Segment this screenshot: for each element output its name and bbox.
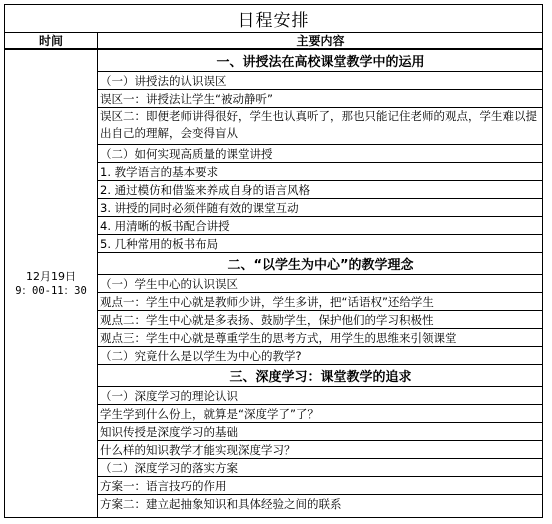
- page-title: 日程安排: [5, 5, 542, 33]
- schedule-table: [4, 4, 543, 518]
- list-item: （一）讲授法的认识误区: [98, 72, 543, 90]
- list-item: 误区一：讲授法让学生“被动静听”: [98, 90, 543, 108]
- list-item: 知识传授是深度学习的基础: [98, 423, 543, 441]
- section-heading: 三、深度学习：课堂教学的追求: [98, 365, 543, 387]
- section-heading: 二、“以学生为中心”的教学理念: [98, 253, 543, 275]
- section-heading: 一、讲授法在高校课堂教学中的运用: [98, 50, 543, 72]
- list-item: 观点三：学生中心就是尊重学生的思考方式，用学生的思维来引领课堂: [98, 329, 543, 347]
- list-item: 观点一：学生中心就是教师少讲，学生多讲，把“话语权”还给学生: [98, 293, 543, 311]
- list-item: 什么样的知识教学才能实现深度学习？: [98, 441, 543, 459]
- list-item: 1. 教学语言的基本要求: [98, 163, 543, 181]
- list-item: （二）如何实现高质量的课堂讲授: [98, 145, 543, 163]
- list-item: 4. 用清晰的板书配合讲授: [98, 217, 543, 235]
- list-item: 误区二：即便老师讲得很好，学生也认真听了，那也只能记住老师的观点，学生难以提出自己的理解，会变得盲从: [98, 108, 543, 145]
- time-column-header: 时间: [5, 33, 98, 50]
- list-item: （二）究竟什么是以学生为中心的教学?: [98, 347, 543, 365]
- content-column-header: 主要内容: [98, 33, 543, 50]
- list-item: 2. 通过模仿和借鉴来养成自身的语言风格: [98, 181, 543, 199]
- content-column: [98, 50, 543, 513]
- list-item: 方案二：建立起抽象知识和具体经验之间的联系: [100, 497, 342, 511]
- time-cell: [5, 50, 98, 517]
- list-item: 方案一：语言技巧的作用: [98, 477, 543, 495]
- list-item: 学生学到什么份上，就算是“深度学了”了？: [98, 405, 543, 423]
- session-date: 12月19日: [26, 269, 76, 283]
- list-item: 5. 几种常用的板书布局: [98, 235, 543, 253]
- list-item: （一）深度学习的理论认识: [98, 387, 543, 405]
- session-time-range: 9：00-11：30: [15, 284, 87, 297]
- list-item: 3. 讲授的同时必须伴随有效的课堂互动: [98, 199, 543, 217]
- list-item: （一）学生中心的认识误区: [98, 275, 543, 293]
- list-item: 观点二：学生中心就是多表扬、鼓励学生，保护他们的学习积极性: [98, 311, 543, 329]
- list-item: （二）深度学习的落实方案: [98, 459, 543, 477]
